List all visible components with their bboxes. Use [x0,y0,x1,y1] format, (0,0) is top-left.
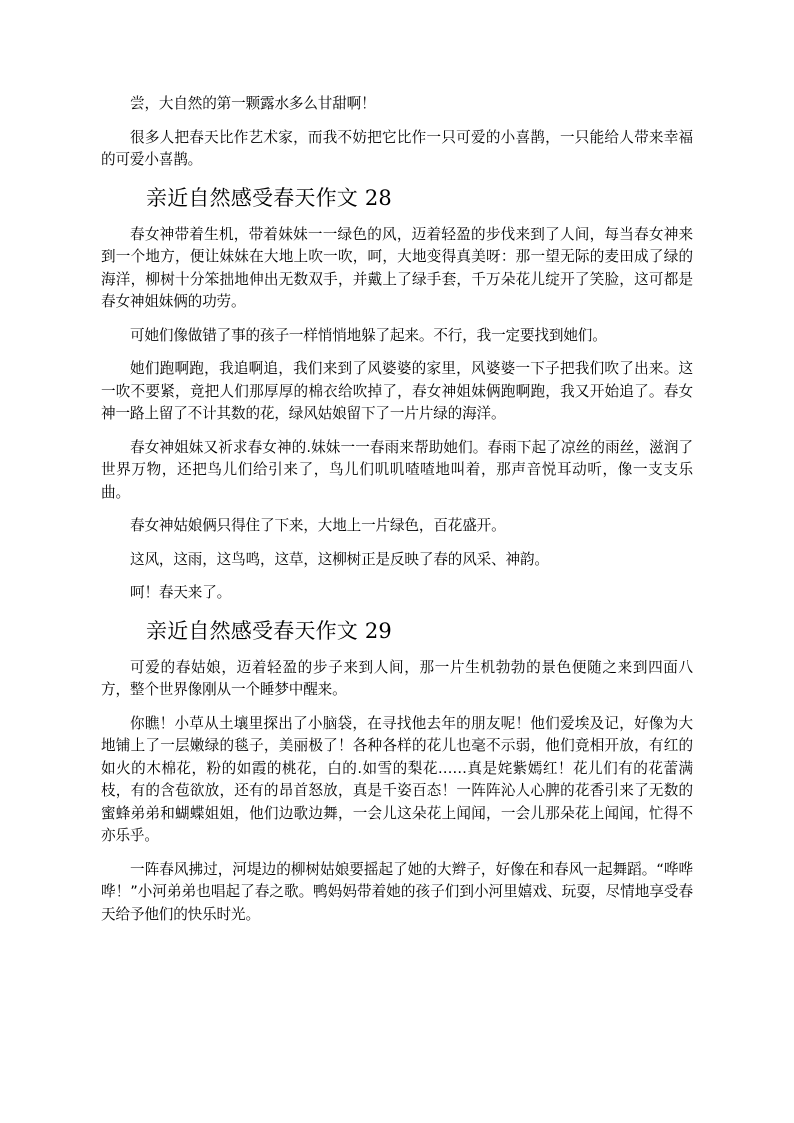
paragraph: 尝，大自然的第一颗露水多么甘甜啊！ [130,95,376,112]
paragraph: 她们跑啊跑，我追啊追，我们来到了风婆婆的家里，风婆婆一下子把我们吹了出来。这一吹不要紧，竟把人们那厚厚的棉衣给吹掉了，春女神姐妹俩跑啊跑，我又开始追了。春女神一路上留了不计其数的花，绿风姑娘留下了一片片绿的海洋。 [101,360,693,422]
paragraph: 很多人把春天比作艺术家，而我不妨把它比作一只可爱的小喜鹊，一只能给人带来幸福的可爱小喜鹊。 [101,128,693,168]
section-heading: 亲近自然感受春天作文 28 [146,185,392,210]
paragraph: 可爱的春姑娘，迈着轻盈的步子来到人间，那一片生机勃勃的景色便随之来到四面八方，整个世界像刚从一个睡梦中醒来。 [101,658,693,698]
paragraph: 一阵春风拂过，河堤边的柳树姑娘要摇起了她的大辫子，好像在和春风一起舞蹈。“哗哗哗！”小河弟弟也唱起了春之歌。鸭妈妈带着她的孩子们到小河里嬉戏、玩耍，尽情地享受春天给予他们的快乐时光。 [101,860,693,923]
paragraph: 春女神带着生机，带着妹妹一一绿色的风，迈着轻盈的步伐来到了人间，每当春女神来到一个地方，便让妹妹在大地上吹一吹，呵，大地变得真美呀：那一望无际的麦田成了绿的海洋，柳树十分笨拙地伸出无数双手，并戴上了绿手套，千万朵花儿绽开了笑脸，这可都是春女神姐妹俩的功劳。 [101,225,693,310]
paragraph: 可她们像做错了事的孩子一样悄悄地躲了起来。不行，我一定要找到她们。 [130,326,607,344]
paragraph: 你瞧！小草从土壤里探出了小脑袋，在寻找他去年的朋友呢！他们爱埃及记，好像为大地铺上了一层嫩绿的毯子，美丽极了！各种各样的花儿也毫不示弱，他们竟相开放，有红的如火的木棉花，粉的如霞的桃花，白的.如雪的梨花……真是姹紫嫣红！花儿们有的花蕾满枝，有的含苞欲放，还有的昂首怒放，真是千姿百态！一阵阵沁人心脾的花香引来了无数的蜜蜂弟弟和蝴蝶姐姐，他们边歌边舞，一会儿这朵花上闻闻，一会儿那朵花上闻闻，忙得不亦乐乎。 [101,714,693,844]
section-heading: 亲近自然感受春天作文 29 [146,618,392,643]
paragraph: 呵！春天来了。 [130,584,232,601]
paragraph: 这风，这雨，这鸟鸣，这草，这柳树正是反映了春的风采、神韵。 [130,550,549,568]
document-body [101,93,693,937]
paragraph: 春女神姑娘俩只得住了下来，大地上一片绿色，百花盛开。 [130,517,506,534]
paragraph: 春女神姐妹又祈求春女神的.妹妹一一春雨来帮助她们。春雨下起了凉丝的雨丝，滋润了世界万物，还把鸟儿们给引来了，鸟儿们叽叽喳喳地叫着，那声音悦耳动听，像一支支乐曲。 [101,438,693,501]
